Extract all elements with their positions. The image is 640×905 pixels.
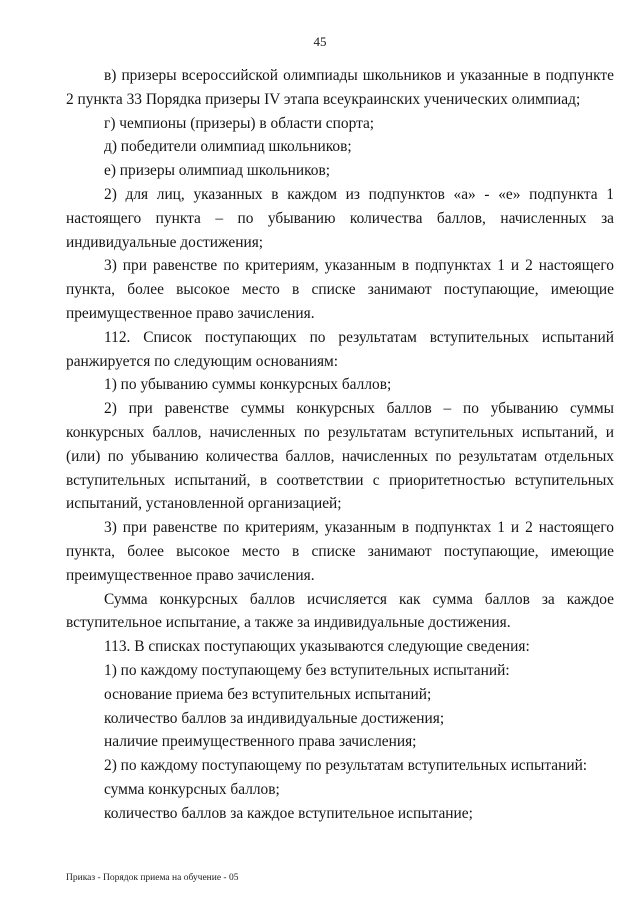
paragraph: наличие преимущественного права зачисления; (104, 733, 417, 751)
paragraph: количество баллов за индивидуальные достижения; (104, 709, 445, 727)
paragraph: 3) при равенстве по критериям, указанным в подпунктах 1 и 2 настоящего пункта, более высокое место в списке занимают поступающие, имеющие преимущественное право зачисления. (66, 257, 614, 322)
paragraph: Сумма конкурсных баллов исчисляется как сумма баллов за каждое вступительное испытание, а также за индивидуальные достижения. (66, 590, 614, 632)
paragraph: в) призеры всероссийской олимпиады школьников и указанные в подпункте 2 пункта 33 Порядка призеры IV этапа всеукраинских ученических олимпиад; (66, 67, 614, 108)
paragraph: 1) по убыванию суммы конкурсных баллов; (104, 376, 392, 394)
page-footer: Приказ - Порядок приема на обучение - 05 (66, 873, 239, 883)
paragraph: 112. Список поступающих по результатам вступительных испытаний ранжируется по следующим основаниям: (66, 328, 614, 370)
paragraph: основание приема без вступительных испытаний; (104, 685, 432, 703)
paragraph: 1) по каждому поступающему без вступительных испытаний: (104, 661, 510, 679)
paragraph: е) призеры олимпиад школьников; (104, 162, 331, 180)
paragraph: 113. В списках поступающих указываются следующие сведения: (104, 638, 530, 656)
paragraph: 2) при равенстве суммы конкурсных баллов – по убыванию суммы конкурсных баллов, начисленных по результатам вступительных испытаний, и (или) по убыванию количества баллов, начисленных по результатам отдельных вступительных испытаний, в соответствии с приоритетностью вступительных испытаний, установленной организацией; (66, 400, 614, 513)
paragraph: г) чемпионы (призеры) в области спорта; (104, 114, 375, 132)
page-number: 45 (313, 34, 327, 49)
paragraph: 2) по каждому поступающему по результатам вступительных испытаний: (104, 757, 588, 775)
paragraph: количество баллов за каждое вступительное испытание; (104, 804, 473, 822)
paragraph: сумма конкурсных баллов; (104, 780, 280, 798)
paragraph: д) победители олимпиад школьников; (104, 138, 352, 156)
paragraph: 3) при равенстве по критериям, указанным в подпунктах 1 и 2 настоящего пункта, более высокое место в списке занимают поступающие, имеющие преимущественное право зачисления. (66, 519, 614, 584)
document-body (66, 64, 614, 826)
paragraph: 2) для лиц, указанных в каждом из подпунктов «а» - «е» подпункта 1 настоящего пункта – по убыванию количества баллов, начисленных за индивидуальные достижения; (66, 185, 614, 251)
